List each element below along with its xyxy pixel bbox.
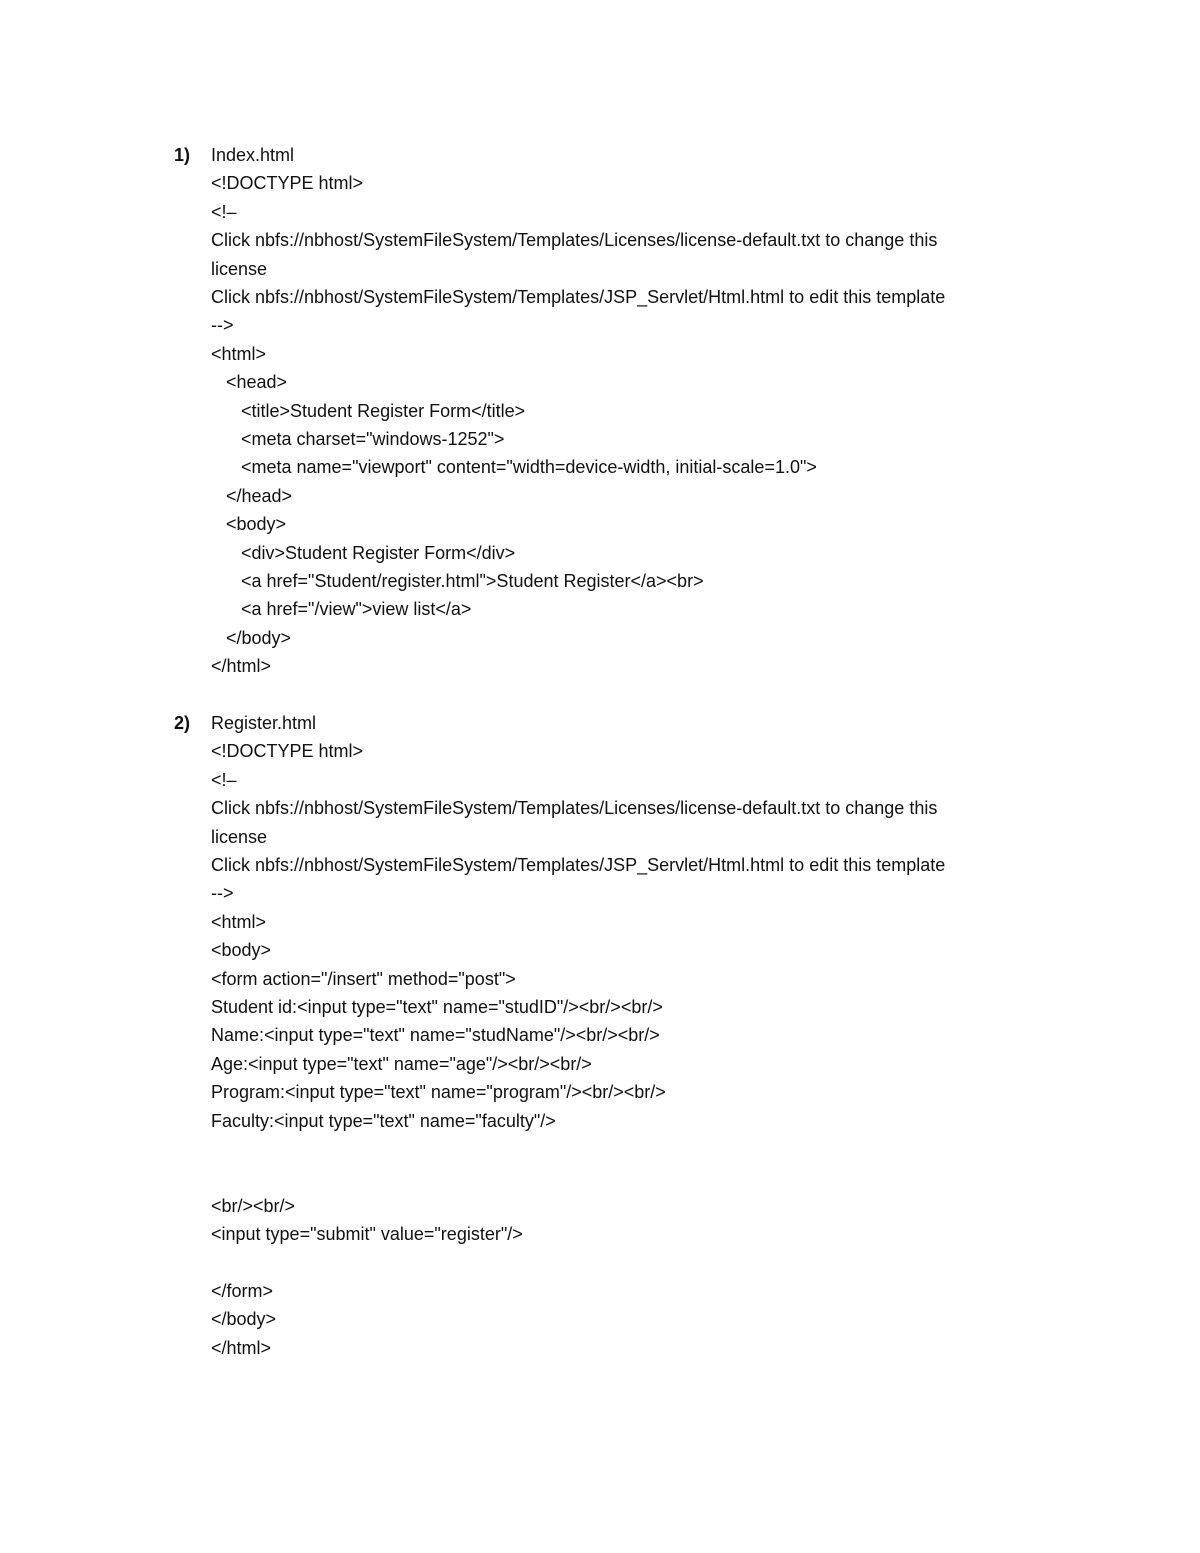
code-line: Click nbfs://nbhost/SystemFileSystem/Templates/JSP_Servlet/Html.html to edit this template — [211, 287, 946, 307]
code-line: <!DOCTYPE html> — [211, 173, 364, 194]
code-line: Program:<input type="text" name="program"/><br/><br/> — [211, 1082, 666, 1103]
code-line: </html> — [211, 1337, 272, 1358]
code-line: <div>Student Register Form</div> — [211, 542, 516, 563]
code-line: <br/><br/> — [211, 1195, 296, 1216]
section-number: 1) — [174, 145, 191, 165]
code-line: <form action="/insert" method="post"> — [211, 968, 516, 989]
code-line: Student id:<input type="text" name="studID"/><br/><br/> — [211, 997, 663, 1017]
section-number: 2) — [174, 713, 191, 733]
code-line: <meta charset="windows-1252"> — [211, 429, 505, 449]
code-line: <body> — [211, 940, 272, 961]
code-line: Click nbfs://nbhost/SystemFileSystem/Templates/JSP_Servlet/Html.html to edit this template — [211, 855, 946, 875]
code-line: <html> — [211, 911, 267, 932]
code-line: Name:<input type="text" name="studName"/><br/><br/> — [211, 1025, 660, 1046]
code-line: Click nbfs://nbhost/SystemFileSystem/Templates/Licenses/license-default.txt to change this — [211, 798, 938, 819]
code-line: license — [211, 258, 268, 279]
code-line: </head> — [211, 485, 293, 506]
code-line: <meta name="viewport" content="width=device-width, initial-scale=1.0"> — [211, 457, 817, 478]
section-title: Index.html — [211, 145, 295, 165]
code-line: --> — [211, 315, 234, 336]
code-line: </html> — [211, 656, 272, 677]
code-line: </form> — [211, 1281, 274, 1301]
code-line: <body> — [211, 514, 287, 535]
code-line: Faculty:<input type="text" name="faculty"/> — [211, 1110, 556, 1131]
code-line: <head> — [211, 372, 288, 393]
code-line: </body> — [211, 627, 292, 648]
code-line: Age:<input type="text" name="age"/><br/><br/> — [211, 1053, 592, 1074]
code-line: <a href="Student/register.html">Student Register</a><br> — [211, 571, 704, 591]
code-line: <!– — [211, 201, 237, 222]
code-line: <!– — [211, 769, 237, 790]
code-line: <a href="/view">view list</a> — [211, 599, 472, 620]
section-title: Register.html — [211, 713, 317, 733]
code-line: Click nbfs://nbhost/SystemFileSystem/Templates/Licenses/license-default.txt to change this — [211, 230, 938, 251]
code-line: <!DOCTYPE html> — [211, 741, 364, 762]
code-line: license — [211, 826, 268, 847]
code-line: <input type="submit" value="register"/> — [211, 1224, 523, 1245]
code-line: --> — [211, 883, 234, 904]
code-line: <title>Student Register Form</title> — [211, 400, 526, 421]
code-line: <html> — [211, 343, 267, 364]
code-line: </body> — [211, 1309, 277, 1330]
